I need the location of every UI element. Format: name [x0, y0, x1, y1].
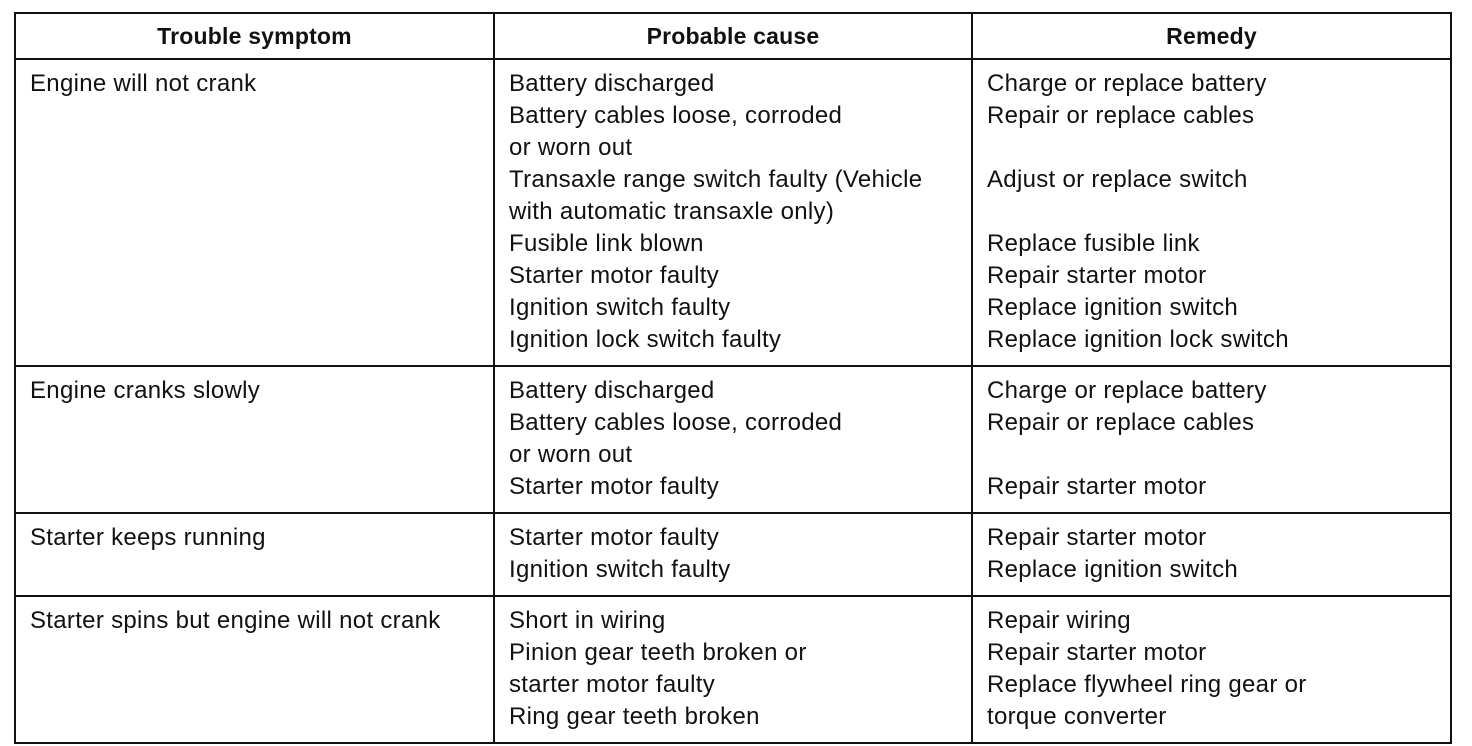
- cause-line: Pinion gear teeth broken or: [509, 639, 807, 666]
- symptom-line: Starter keeps running: [30, 524, 266, 551]
- cause-line: Fusible link blown: [509, 230, 704, 257]
- cause-cell: [494, 59, 972, 366]
- remedy-line: Replace flywheel ring gear or: [987, 671, 1307, 698]
- cause-line: starter motor faulty: [509, 671, 716, 698]
- cause-line: Battery cables loose, corroded: [509, 102, 843, 129]
- remedy-cell: [972, 513, 1451, 596]
- remedy-line: Repair or replace cables: [987, 409, 1255, 436]
- table-row: [15, 513, 1451, 596]
- table-row: [15, 366, 1451, 513]
- symptom-line: Engine will not crank: [30, 70, 257, 97]
- cause-line: or worn out: [509, 134, 633, 161]
- remedy-line: Repair or replace cables: [987, 102, 1255, 129]
- cause-line: or worn out: [509, 441, 633, 468]
- cause-line: Transaxle range switch faulty (Vehicle: [509, 166, 923, 193]
- symptom-cell: [15, 596, 494, 743]
- symptom-cell: [15, 366, 494, 513]
- remedy-line: Replace ignition switch: [987, 294, 1239, 321]
- cause-cell: [494, 513, 972, 596]
- remedy-line: [987, 132, 1440, 164]
- remedy-line: Replace ignition lock switch: [987, 326, 1289, 353]
- cause-line: Battery discharged: [509, 70, 715, 97]
- cause-line: Starter motor faulty: [509, 473, 720, 500]
- remedy-line: Replace ignition switch: [987, 556, 1239, 583]
- remedy-line: torque converter: [987, 703, 1167, 730]
- remedy-cell: [972, 59, 1451, 366]
- cause-line: Starter motor faulty: [509, 524, 720, 551]
- remedy-line: Repair starter motor: [987, 473, 1207, 500]
- remedy-line: Replace fusible link: [987, 230, 1200, 257]
- symptom-line: Engine cranks slowly: [30, 377, 261, 404]
- table-header-row: [15, 13, 1451, 59]
- cause-cell: [494, 366, 972, 513]
- remedy-line: [987, 439, 1440, 471]
- remedy-line: Repair starter motor: [987, 639, 1207, 666]
- troubleshooting-table: [14, 12, 1452, 744]
- cause-line: Starter motor faulty: [509, 262, 720, 289]
- remedy-line: Charge or replace battery: [987, 377, 1267, 404]
- cause-line: with automatic transaxle only): [509, 198, 835, 225]
- remedy-line: Adjust or replace switch: [987, 166, 1248, 193]
- troubleshooting-table-container: [14, 12, 1450, 744]
- table-row: [15, 59, 1451, 366]
- cause-line: Ignition lock switch faulty: [509, 326, 782, 353]
- symptom-cell: [15, 59, 494, 366]
- remedy-line: Repair starter motor: [987, 524, 1207, 551]
- remedy-cell: [972, 596, 1451, 743]
- cause-line: Ring gear teeth broken: [509, 703, 760, 730]
- remedy-line: Charge or replace battery: [987, 70, 1267, 97]
- header-remedy: Remedy: [972, 13, 1451, 59]
- cause-line: Battery cables loose, corroded: [509, 409, 843, 436]
- cause-cell: [494, 596, 972, 743]
- remedy-cell: [972, 366, 1451, 513]
- header-probable-cause: Probable cause: [494, 13, 972, 59]
- table-row: [15, 596, 1451, 743]
- cause-line: Ignition switch faulty: [509, 556, 731, 583]
- remedy-line: Repair wiring: [987, 607, 1131, 634]
- header-trouble-symptom: Trouble symptom: [15, 13, 494, 59]
- cause-line: Short in wiring: [509, 607, 666, 634]
- symptom-cell: [15, 513, 494, 596]
- table-body: [15, 59, 1451, 743]
- cause-line: Ignition switch faulty: [509, 294, 731, 321]
- remedy-line: [987, 196, 1440, 228]
- symptom-line: Starter spins but engine will not crank: [30, 607, 441, 634]
- remedy-line: Repair starter motor: [987, 262, 1207, 289]
- cause-line: Battery discharged: [509, 377, 715, 404]
